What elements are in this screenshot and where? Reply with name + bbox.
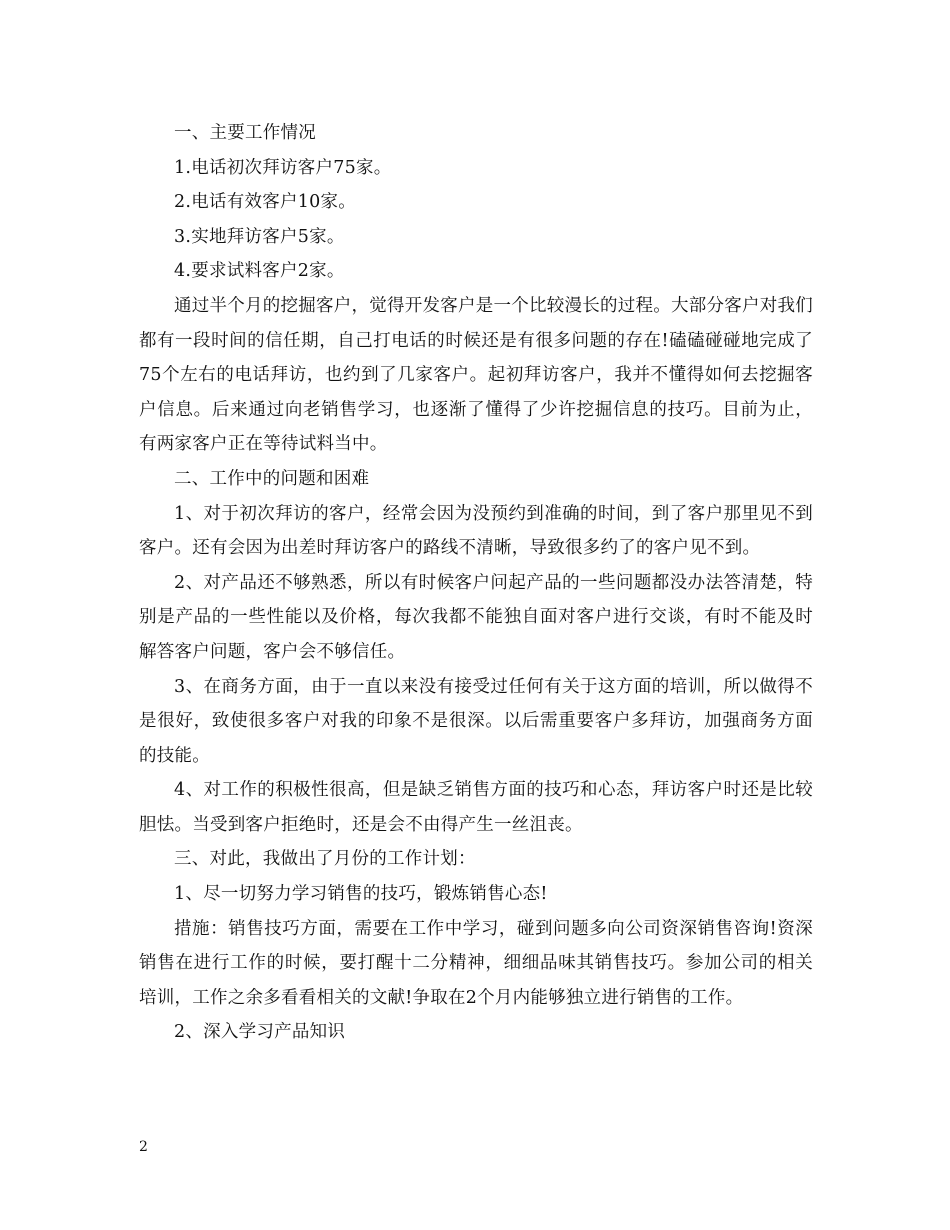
list-item: 2.电话有效客户10家。 (174, 192, 356, 213)
section-heading: 一、主要工作情况 (174, 123, 316, 143)
body-paragraph: 通过半个月的挖掘客户，觉得开发客户是一个比较漫长的过程。大部分客户对我们都有一段时间的信任期，自己打电话的时候还是有很多问题的存在!磕磕碰碰地完成了75个左右的电话拜访，也约到了几家客户。起初拜访客户，我并不懂得如何去挖掘客户信息。后来通过向老销售学习，也逐渐了懂得了少许挖掘信息的技巧。目前为止，有两家客户正在等待试料当中。 (139, 295, 813, 455)
page-number: 2 (139, 1139, 148, 1155)
list-item: 4.要求试料客户2家。 (174, 261, 345, 282)
body-paragraph: 2、深入学习产品知识 (174, 1022, 346, 1043)
document-body (139, 116, 813, 1050)
body-paragraph: 1、对于初次拜访的客户，经常会因为没预约到准确的时间，到了客户那里见不到客户。还有会因为出差时拜访客户的路线不清晰，导致很多约了的客户见不到。 (139, 503, 813, 559)
body-paragraph: 1、尽一切努力学习销售的技巧，锻炼销售心态! (174, 884, 548, 905)
section-heading: 二、工作中的问题和困难 (174, 468, 370, 489)
body-paragraph: 2、对产品还不够熟悉，所以有时候客户问起产品的一些问题都没办法答清楚，特别是产品的一些性能以及价格，每次我都不能独自面对客户进行交谈，有时不能及时解答客户问题，客户会不够信任。 (139, 572, 813, 662)
body-paragraph: 3、在商务方面，由于一直以来没有接受过任何有关于这方面的培训，所以做得不是很好，致使很多客户对我的印象不是很深。以后需重要客户多拜访，加强商务方面的技能。 (139, 676, 813, 766)
list-item: 1.电话初次拜访客户75家。 (174, 157, 392, 178)
body-paragraph: 4、对工作的积极性很高，但是缺乏销售方面的技巧和心态，拜访客户时还是比较胆怯。当受到客户拒绝时，还是会不由得产生一丝沮丧。 (139, 780, 813, 835)
section-heading: 三、对此，我做出了月份的工作计划： (174, 849, 476, 870)
list-item: 3.实地拜访客户5家。 (174, 226, 345, 247)
body-paragraph: 措施：销售技巧方面，需要在工作中学习，碰到问题多向公司资深销售咨询!资深销售在进行工作的时候，要打醒十二分精神，细细品味其销售技巧。参加公司的相关培训，工作之余多看看相关的文献!争取在2个月内能够独立进行销售的工作。 (139, 918, 813, 1008)
